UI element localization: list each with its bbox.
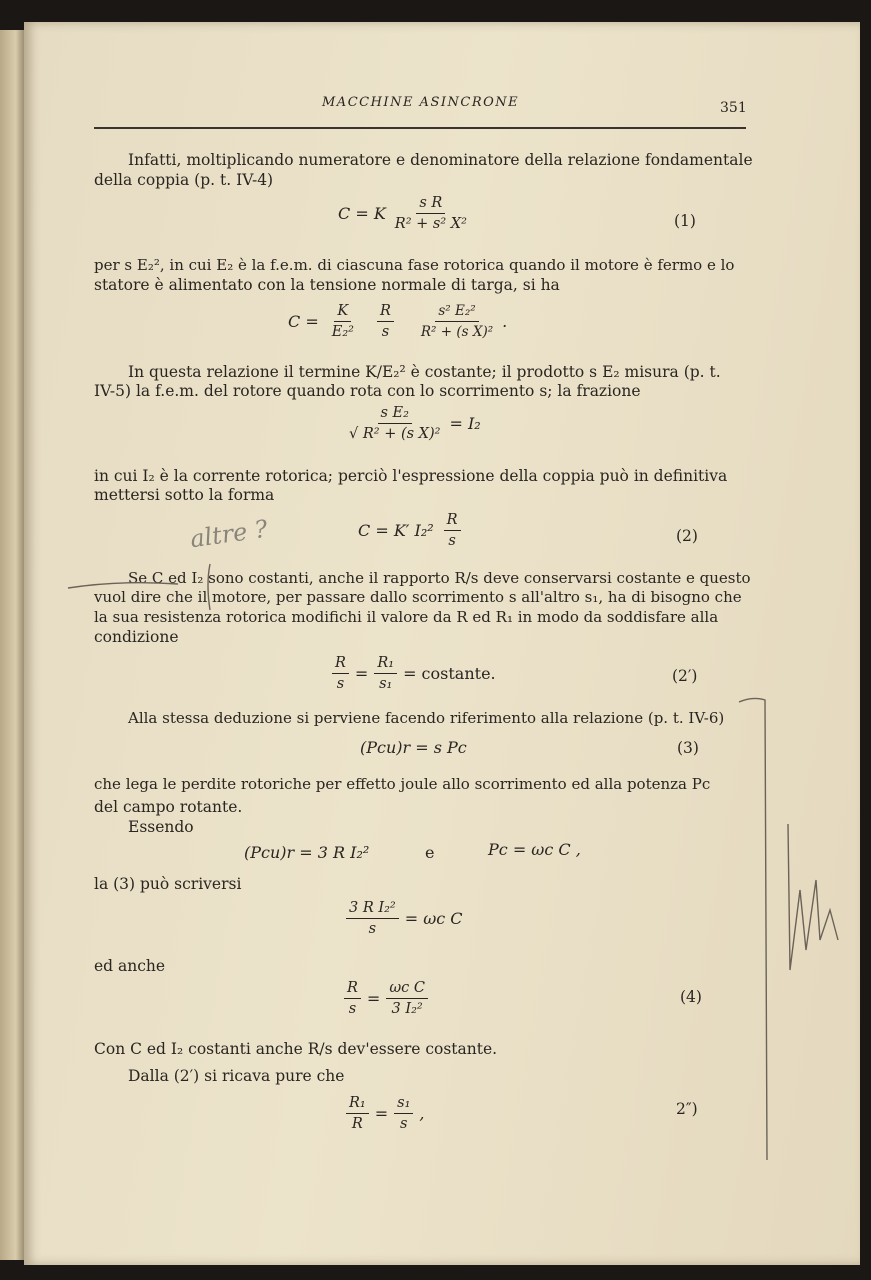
eq2p-f1-num: R [332, 655, 349, 674]
eq2-fraction [444, 512, 461, 549]
eq3-text: (Pcu)r = s Pc [360, 738, 467, 757]
eqb-f2-den: s [381, 324, 390, 340]
equation-b [288, 303, 507, 340]
eqe-num: 3 R I₂² [346, 900, 399, 919]
eq1-lhs: C = K [338, 204, 386, 223]
eq2pp-label: 2″) [676, 1100, 698, 1118]
equation-4 [338, 980, 434, 1017]
eqe-rhs: = ωc C [404, 909, 463, 928]
equation-2-prime [326, 655, 496, 692]
eq2-label: (2) [676, 527, 698, 545]
para10-line2: Dalla (2′) si ricava pure che [128, 1067, 345, 1085]
eq2pp-end: , [419, 1104, 425, 1123]
eq2p-fraction-2 [374, 655, 397, 692]
eqb-f3-den: R² + (s X)² [420, 324, 494, 340]
equation-2-double-prime [340, 1095, 425, 1132]
eq1-label: (1) [674, 212, 696, 230]
eq2p-rhs: = costante. [403, 664, 496, 683]
eqd-right: Pc = ωc C , [488, 840, 581, 859]
eq2p-f1-den: s [336, 676, 345, 692]
para10-line1: Con C ed I₂ costanti anche R/s dev'essere costante. [94, 1040, 498, 1058]
para1-line2: della coppia (p. t. IV-4) [94, 171, 274, 189]
eq1-fraction [392, 195, 470, 232]
para7-line1: che lega le perdite rotoriche per effetto joule allo scorrimento ed alla potenza Pc [94, 775, 711, 793]
eqb-end: . [502, 312, 508, 331]
eq2p-label: (2′) [672, 667, 698, 685]
eqb-fraction-3 [418, 303, 496, 340]
eq4-f1-num: R [344, 980, 361, 999]
equation-d [244, 843, 369, 862]
para8-line1: la (3) può scriversi [94, 875, 242, 893]
eq4-fraction-1 [344, 980, 361, 1017]
eq1-numerator: s R [416, 195, 445, 214]
eqc-num: s E₂ [378, 405, 412, 424]
eqc-fraction [346, 405, 443, 442]
running-header: MACCHINE ASINCRONE [322, 95, 520, 110]
eqd-left: (Pcu)r = 3 R I₂² [244, 843, 370, 862]
eq1-denominator: R² + s² X² [394, 216, 467, 232]
eqc-rhs: = I₂ [449, 414, 481, 433]
header-rule [94, 127, 746, 129]
equation-c [340, 405, 481, 442]
eq4-equals: = [366, 989, 381, 1008]
pencil-margin-scribble [780, 820, 850, 980]
para5-line2: vuol dire che il motore, per passare dallo scorrimento s all'altro s₁, ha di bisogno che [94, 588, 742, 606]
eqb-f3-num: s² E₂² [435, 303, 478, 322]
para2-line2: statore è alimentato con la tensione normale di targa, si ha [94, 276, 560, 294]
eq4-f2-num: ωc C [386, 980, 428, 999]
para5-line4: condizione [94, 628, 179, 646]
eq2p-f2-num: R₁ [374, 655, 397, 674]
eqd-mid: e [425, 843, 435, 862]
equation-3 [360, 738, 467, 757]
handwritten-note: altre ? [188, 514, 270, 554]
para5-line3: la sua resistenza rotorica modifichi il valore da R ed R₁ in modo da soddisfare alla [94, 608, 719, 626]
eqb-fraction-2 [377, 303, 394, 340]
equation-2 [358, 512, 467, 549]
eqb-fraction-1 [329, 303, 357, 340]
para4-line1: in cui I₂ è la corrente rotorica; perciò l'espressione della coppia può in definitiva [94, 467, 728, 485]
pencil-underline-marks [60, 560, 230, 630]
eq3-label: (3) [677, 739, 699, 757]
para6-line1: Alla stessa deduzione si perviene facendo riferimento alla relazione (p. t. IV-6) [128, 709, 725, 727]
eqb-f1-num: K [334, 303, 351, 322]
para3-line2: IV-5) la f.e.m. del rotore quando rota con lo scorrimento s; la frazione [94, 382, 641, 400]
eq2pp-equals: = [374, 1104, 389, 1123]
eq2-lhs: C = K′ I₂² [358, 521, 434, 540]
para9-line1: ed anche [94, 957, 166, 975]
eq4-f2-den: 3 I₂² [391, 1001, 423, 1017]
eq4-f1-den: s [348, 1001, 357, 1017]
para2-line1: per s E₂², in cui E₂ è la f.e.m. di ciascuna fase rotorica quando il motore è fermo e lo [94, 256, 735, 274]
eqb-lhs: C = [288, 312, 319, 331]
eq2pp-f2-den: s [400, 1116, 408, 1132]
para4-line2: mettersi sotto la forma [94, 486, 275, 504]
eq2-num: R [444, 512, 461, 531]
page-number: 351 [720, 100, 747, 116]
eq2-den: s [448, 533, 456, 549]
eqc-den: √ R² + (s X)² [349, 426, 441, 442]
eqb-f1-den: E₂² [331, 324, 354, 340]
eqe-fraction [346, 900, 399, 937]
eq2p-fraction-1 [332, 655, 349, 692]
eq2p-f2-den: s₁ [379, 676, 393, 692]
eq4-label: (4) [680, 988, 702, 1006]
eq2pp-f2-num: s₁ [394, 1095, 413, 1114]
eqe-den: s [368, 921, 377, 937]
eq2pp-fraction-2 [394, 1095, 413, 1132]
adjacent-page-edge [0, 30, 26, 1260]
para3-line1: In questa relazione il termine K/E₂² è costante; il prodotto s E₂ misura (p. t. [128, 363, 721, 381]
para5-line1: Se C ed I₂ sono costanti, anche il rapporto R/s deve conservarsi costante e questo [128, 569, 751, 587]
eq4-fraction-2 [386, 980, 428, 1017]
equation-1 [338, 195, 476, 232]
eq2p-equals: = [354, 664, 369, 683]
eq2pp-f1-den: R [351, 1116, 363, 1132]
para7-line3: Essendo [128, 818, 194, 836]
equation-e [340, 900, 463, 937]
eq2pp-f1-num: R₁ [346, 1095, 369, 1114]
para7-line2: del campo rotante. [94, 798, 243, 816]
para1-line1: Infatti, moltiplicando numeratore e denominatore della relazione fondamentale [128, 151, 753, 169]
eqb-f2-num: R [377, 303, 394, 322]
eq2pp-fraction-1 [346, 1095, 369, 1132]
